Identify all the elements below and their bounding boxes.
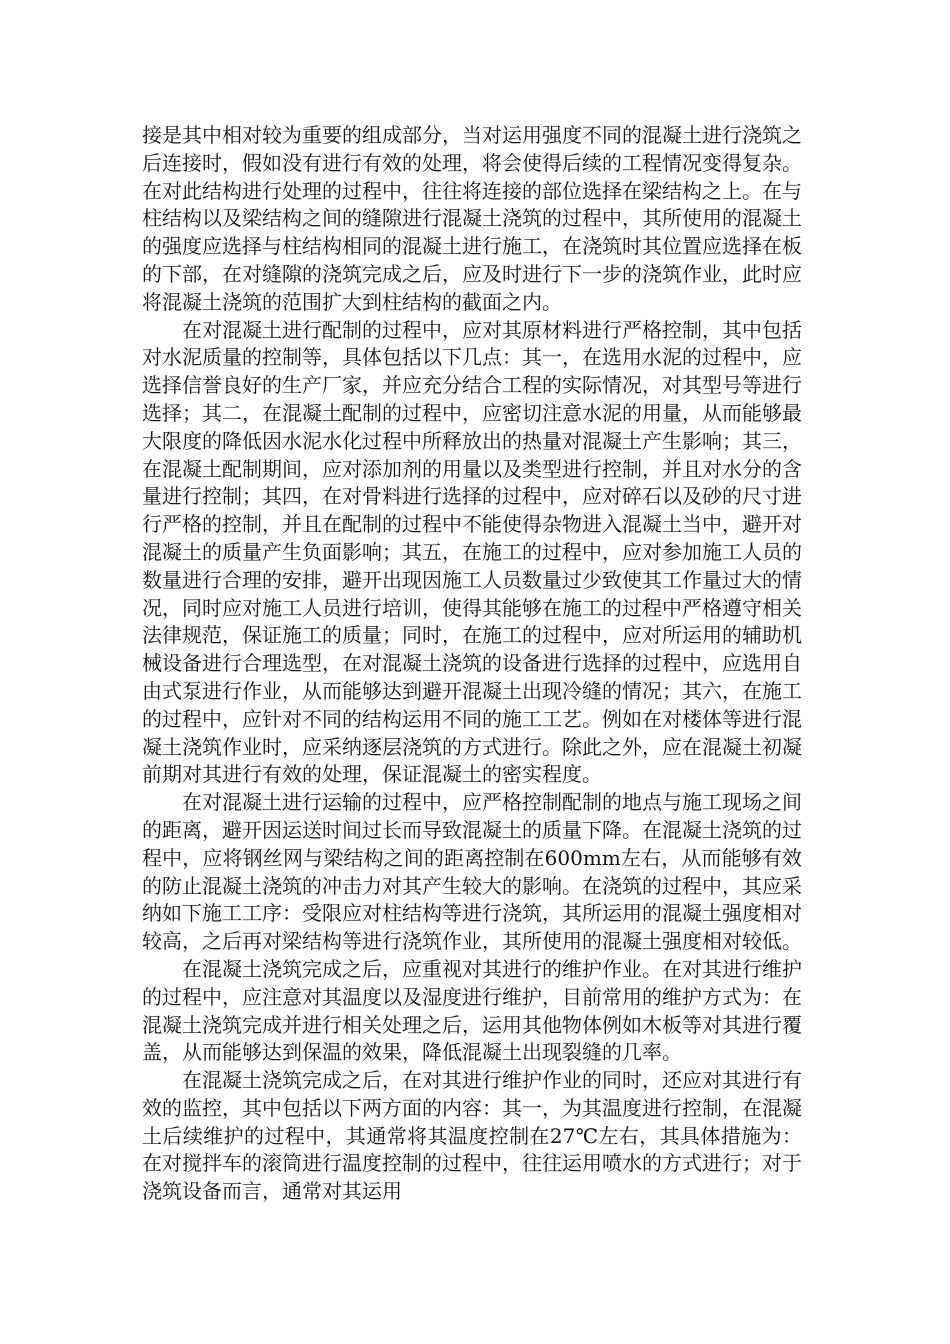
paragraph-1: 接是其中相对较为重要的组成部分，当对运用强度不同的混凝土进行浇筑之后连接时，假如没有进行有效的处理，将会使得后续的工程情况变得复杂。在对此结构进行处理的过程中，往往将连接的部位选择在梁结构之上。在与柱结构以及梁结构之间的缝隙进行混凝土浇筑的过程中，其所使用的混凝土的强度应选择与柱结构相同的混凝土进行施工，在浇筑时其位置应选择在板的下部，在对缝隙的浇筑完成之后，应及时进行下一步的浇筑作业，此时应将混凝土浇筑的范围扩大到柱结构的截面之内。 <box>142 123 802 314</box>
paragraph-4: 在混凝土浇筑完成之后，应重视对其进行的维护作业。在对其进行维护的过程中，应注意对其温度以及湿度进行维护，目前常用的维护方式为：在混凝土浇筑完成并进行相关处理之后，运用其他物体例如木板等对其进行覆盖，从而能够达到保温的效果，降低混凝土出现裂缝的几率。 <box>142 956 802 1065</box>
paragraph-2: 在对混凝土进行配制的过程中，应对其原材料进行严格控制，其中包括对水泥质量的控制等，具体包括以下几点：其一，在选用水泥的过程中，应选择信誉良好的生产厂家，并应充分结合工程的实际情况，对其型号等进行选择；其二，在混凝土配制的过程中，应密切注意水泥的用量，从而能够最大限度的降低因水泥水化过程中所释放出的热量对混凝土产生影响；其三，在混凝土配制期间，应对添加剂的用量以及类型进行控制，并且对水分的含量进行控制；其四，在对骨料进行选择的过程中，应对碎石以及砂的尺寸进行严格的控制，并且在配制的过程中不能使得杂物进入混凝土当中，避开对混凝土的质量产生负面影响；其五，在施工的过程中，应对参加施工人员的数量进行合理的安排，避开出现因施工人员数量过少致使其工作量过大的情况，同时应对施工人员进行培训，使得其能够在施工的过程中严格遵守相关法律规范，保证施工的质量；同时，在施工的过程中，应对所运用的辅助机械设备进行合理选型，在对混凝土浇筑的设备进行选择的过程中，应选用自由式泵进行作业，从而能够达到避开混凝土出现冷缝的情况；其六，在施工的过程中，应针对不同的结构运用不同的施工工艺。例如在对楼体等进行混凝土浇筑作业时，应采纳逐层浇筑的方式进行。除此之外，应在混凝土初凝前期对其进行有效的处理，保证混凝土的密实程度。 <box>142 317 802 787</box>
paragraph-5: 在混凝土浇筑完成之后，在对其进行维护作业的同时，还应对其进行有效的监控，其中包括以下两方面的内容：其一，为其温度进行控制，在混凝土后续维护的过程中，其通常将其温度控制在27℃左右，其具体措施为：在对搅拌车的滚筒进行温度控制的过程中，往往运用喷水的方式进行；对于浇筑设备而言，通常对其运用 <box>142 1068 802 1204</box>
document-body <box>142 122 802 1206</box>
paragraph-3: 在对混凝土进行运输的过程中，应严格控制配制的地点与施工现场之间的距离，避开因运送时间过长而导致混凝土的质量下降。在混凝土浇筑的过程中，应将钢丝网与梁结构之间的距离控制在600mm左右，从而能够有效的防止混凝土浇筑的冲击力对其产生较大的影响。在浇筑的过程中，其应采纳如下施工工序：受限应对柱结构等进行浇筑，其所运用的混凝土强度相对较高，之后再对梁结构等进行浇筑作业，其所使用的混凝土强度相对较低。 <box>142 790 802 954</box>
